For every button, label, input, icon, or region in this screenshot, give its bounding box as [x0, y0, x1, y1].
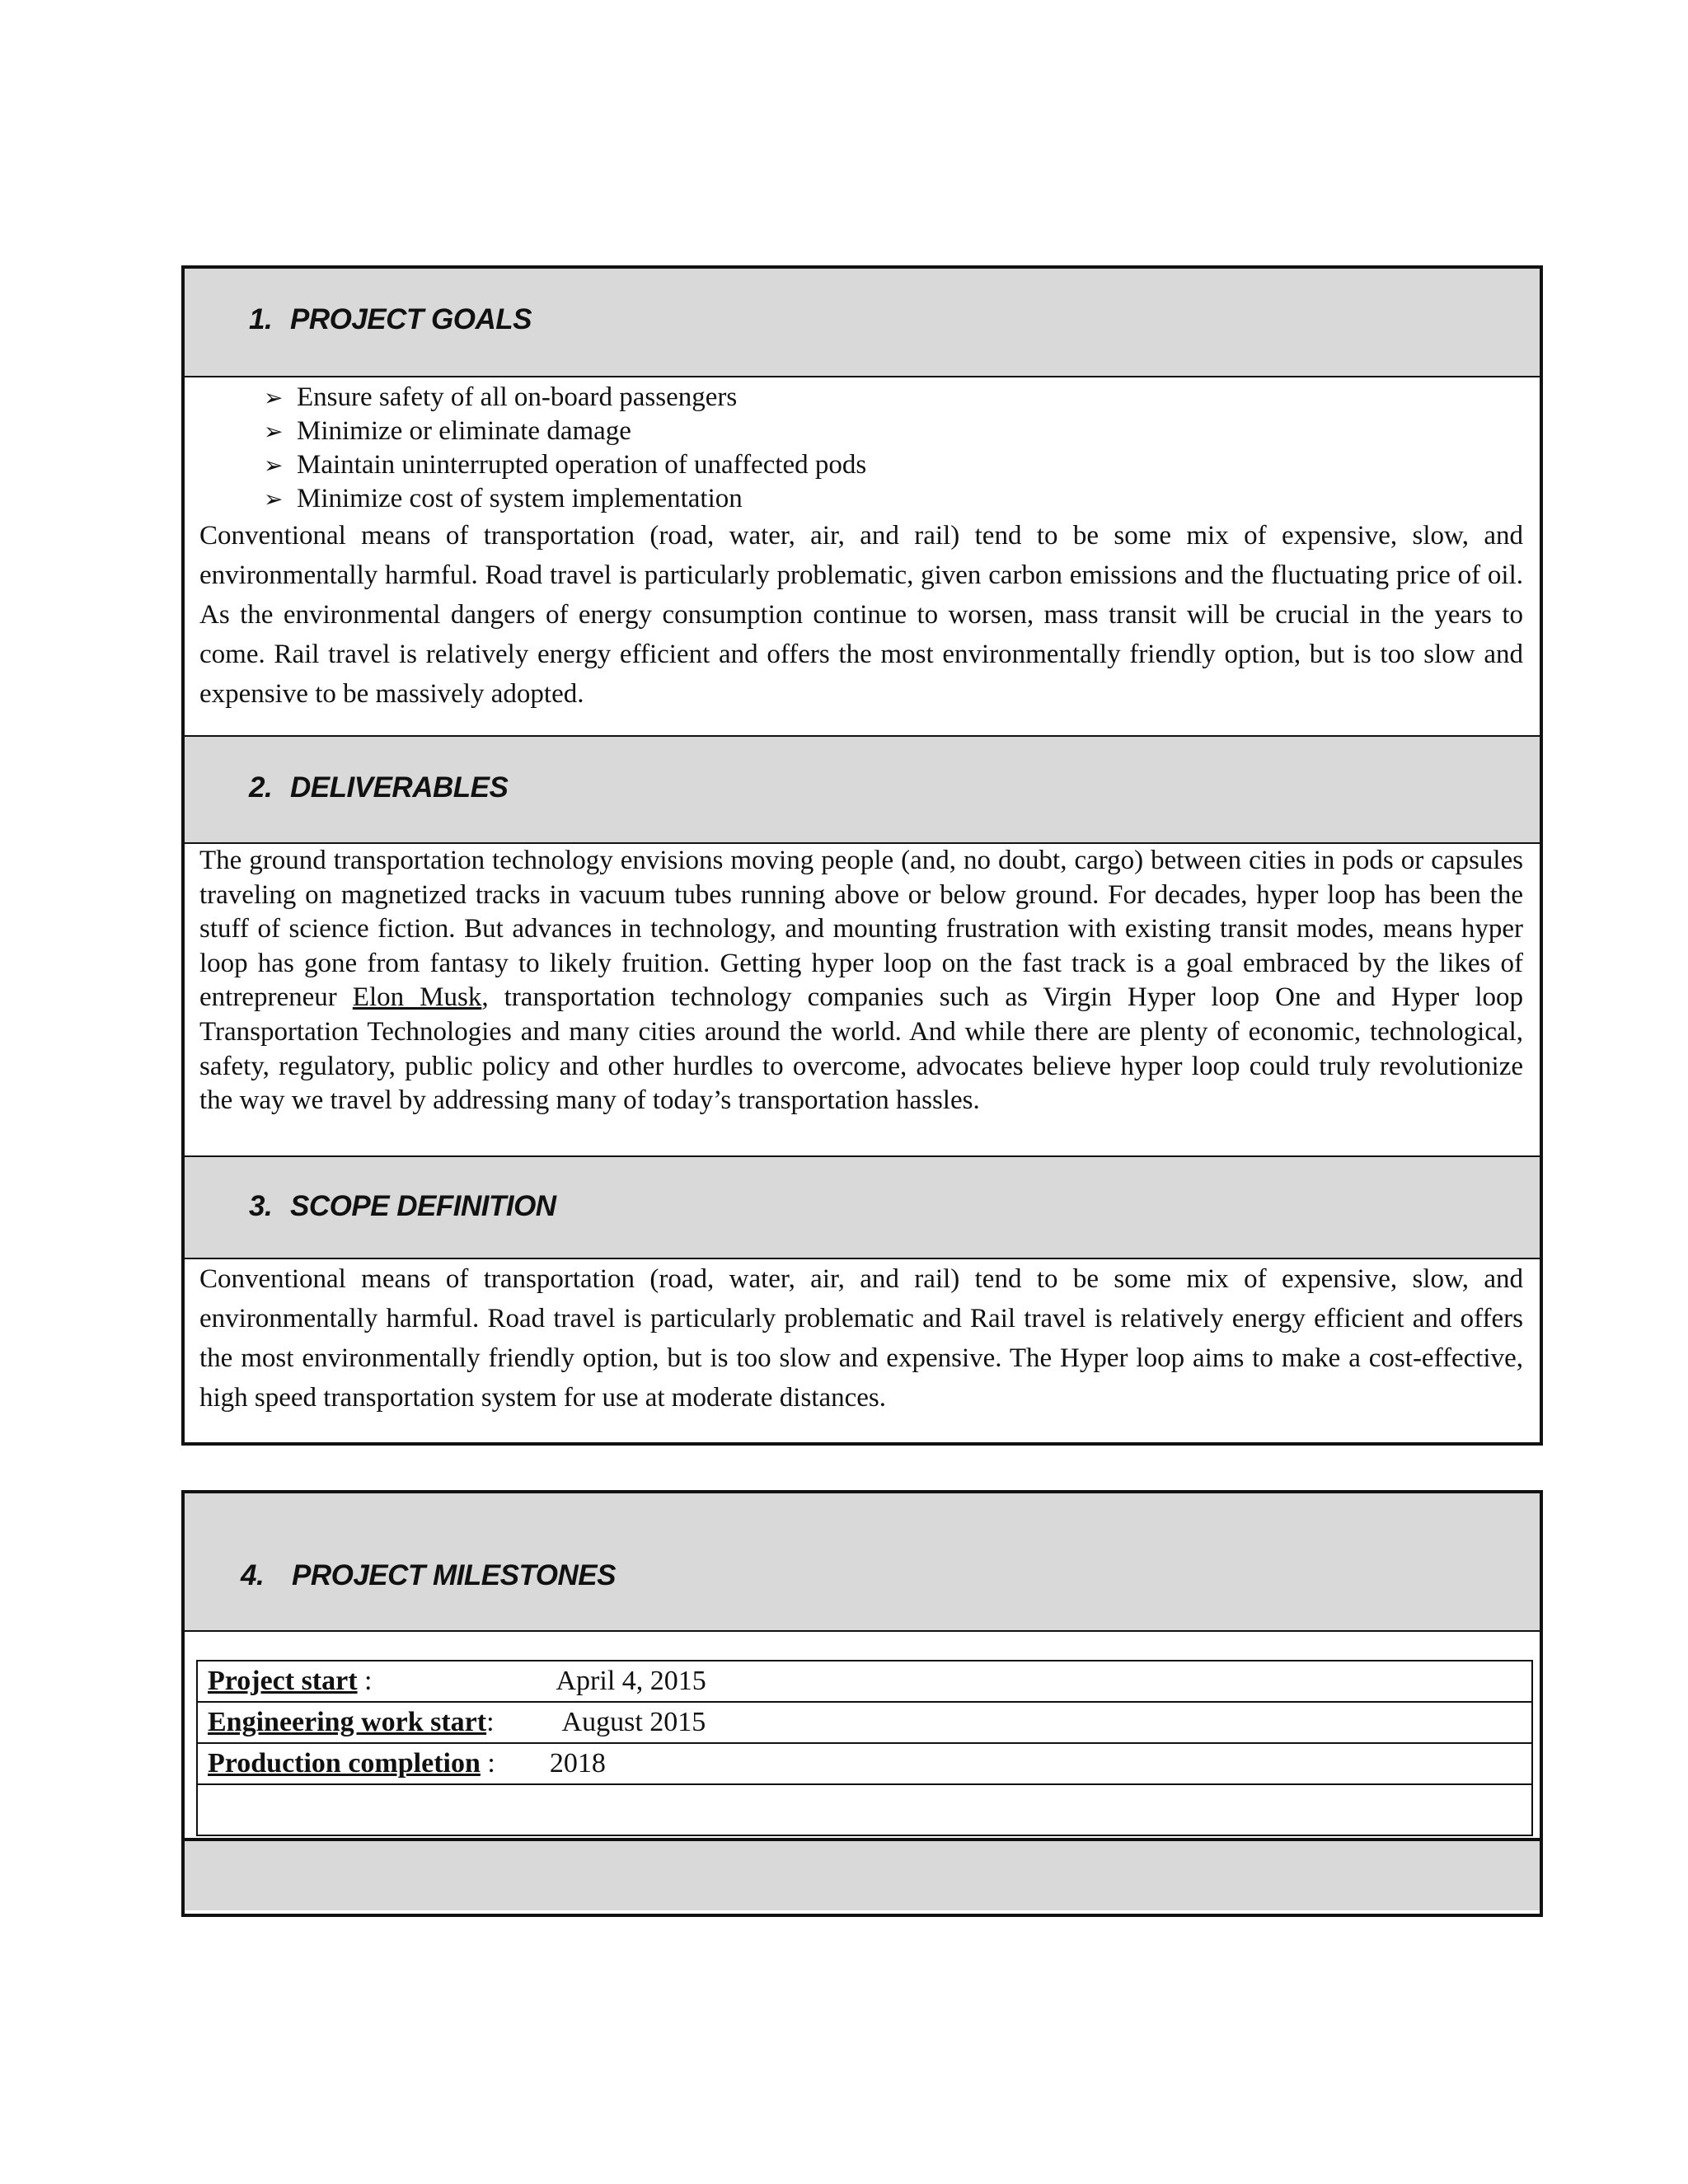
section-title-project-milestones: 4. PROJECT MILESTONES: [241, 1559, 616, 1591]
table-row: Production completion : 2018: [197, 1743, 1532, 1784]
scope-definition-body: [185, 1259, 1540, 1441]
deliverables-body: [185, 844, 1540, 1155]
arrow-bullet-icon: ➢: [264, 485, 284, 513]
arrow-bullet-icon: ➢: [264, 452, 284, 479]
project-goals-paragraph: Conventional means of transportation (road, water, air, and rail) tend to be some mix of expensive, slow, and environmentally harmful. Road travel is particularly problematic, given carbon emissions and the fluctuating price of oil. As the environmental dangers of energy consumption continue to worsen, mass transit will be crucial in the years to come. Rail travel is relatively energy efficient and offers the most environmentally friendly option, but is too slow and expensive to be massively adopted.: [199, 521, 1523, 709]
deliverables-paragraph: The ground transportation technology envisions moving people (and, no doubt, cargo) between cities in pods or capsules traveling on magnetized tracks in vacuum tubes running above or below ground. For decades, hyper loop has been the stuff of science fiction. But advances in technology, and mounting frustration with existing transit modes, means hyper loop has gone from fantasy to likely fruition. Getting hyper loop on the fast track is a goal embraced by the likes of entrepreneur Elon Musk, transportation technology companies such as Virgin Hyper loop One and Hyper loop Transportation Technologies and many cities around the world. And while there are plenty of economic, technological, safety, regulatory, public policy and other hurdles to overcome, advocates believe hyper loop could truly revolutionize the way we travel by addressing many of today’s transportation hassles.: [199, 846, 1524, 1116]
elon-musk-link[interactable]: Elon Musk: [352, 982, 482, 1013]
milestones-footer: [185, 1841, 1540, 1910]
milestones-box: [181, 1490, 1543, 1917]
section-header-project-goals: [185, 269, 1540, 376]
section-title-scope-definition: 3. SCOPE DEFINITION: [249, 1190, 556, 1222]
list-item: ➢ Minimize cost of system implementation: [264, 482, 1523, 516]
scope-definition-paragraph: Conventional means of transportation (road, water, air, and rail) tend to be some mix of expensive, slow, and environmentally harmful. Road travel is particularly problematic and Rail travel is relatively energy efficient and offers the most environmentally friendly option, but is too slow and expensive. The Hyper loop aims to make a cost-effective, high speed transportation system for use at moderate distances.: [199, 1264, 1523, 1413]
section-title-project-goals: 1. PROJECT GOALS: [249, 303, 532, 335]
section-title-deliverables: 2. DELIVERABLES: [249, 771, 509, 804]
list-item: ➢ Minimize or eliminate damage: [264, 415, 1523, 448]
list-item: ➢ Maintain uninterrupted operation of unaffected pods: [264, 448, 1523, 482]
table-row: Engineering work start: August 2015: [197, 1702, 1532, 1743]
goals-list: [199, 377, 1523, 516]
arrow-bullet-icon: ➢: [264, 418, 284, 445]
table-row: Project start : April 4, 2015: [197, 1661, 1532, 1702]
section-header-scope-definition: [185, 1157, 1540, 1258]
project-charter-box: [181, 265, 1543, 1446]
milestones-table: [196, 1660, 1533, 1836]
table-row: [197, 1784, 1532, 1835]
arrow-bullet-icon: ➢: [264, 384, 284, 411]
section-header-deliverables: [185, 737, 1540, 842]
project-goals-body: [185, 377, 1540, 735]
list-item: ➢ Ensure safety of all on-board passengers: [264, 381, 1523, 415]
section-header-project-milestones: [185, 1493, 1540, 1630]
